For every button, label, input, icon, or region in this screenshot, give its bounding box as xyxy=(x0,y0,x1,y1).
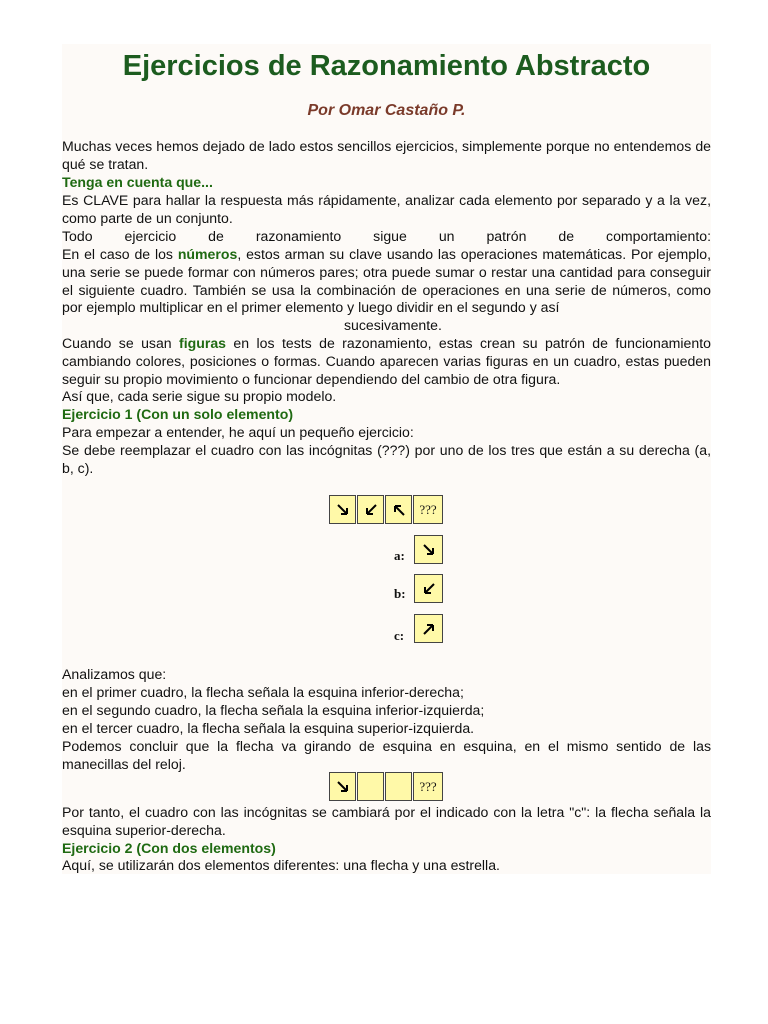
arrow-up-left-icon xyxy=(391,502,407,518)
exercise-1-task: Se debe reemplazar el cuadro con las incógnitas (???) por uno de los tres que están a su derecha (a, b, c). xyxy=(62,442,711,476)
option-c-box xyxy=(414,614,443,643)
figures-paragraph xyxy=(62,335,711,388)
author-byline: Por Omar Castaño P. xyxy=(307,102,466,119)
numbers-pre: En el caso de los xyxy=(62,246,178,262)
unknown-box: ??? xyxy=(413,495,443,524)
analysis-line-1: Analizamos que: xyxy=(62,666,167,682)
arrow-up-right-icon xyxy=(421,621,437,637)
figures-post: en los tests de razonamiento, estas crean su patrón de funcionamiento cambiando colores, posiciones o formas. Cuando aparecen varias figuras en un cuadro, estas pueden seguir su propio movimiento o funcionar dependiendo del cambio de otra figura. xyxy=(62,335,711,387)
exercise-1-heading: Ejercicio 1 (Con un solo elemento) xyxy=(62,406,294,422)
numbers-keyword: números xyxy=(177,246,238,262)
figures-keyword: figuras xyxy=(179,335,227,351)
figures-pre: Cuando se usan xyxy=(62,335,180,351)
intro-paragraph: Muchas veces hemos dejado de lado estos sencillos ejercicios, simplemente porque no entendemos de qué se tratan. xyxy=(62,138,711,172)
conclusion-paragraph: Podemos concluir que la flecha va girando de esquina en esquina, en el mismo sentido de las manecillas del reloj. xyxy=(62,738,711,772)
arrow-down-right-icon xyxy=(421,542,437,558)
numbers-paragraph xyxy=(62,246,711,317)
option-b-box xyxy=(414,574,443,603)
sequence-box-3 xyxy=(385,495,412,524)
solution-unknown-box: ??? xyxy=(413,772,443,801)
arrow-down-right-icon xyxy=(335,502,351,518)
arrow-down-left-icon xyxy=(363,502,379,518)
page-title: Ejercicios de Razonamiento Abstracto xyxy=(122,50,651,82)
sequence-box-1 xyxy=(329,495,356,524)
analysis-line-3: en el segundo cuadro, la flecha señala la esquina inferior-izquierda; xyxy=(62,702,485,718)
exercise-1-intro: Para empezar a entender, he aquí un pequeño ejercicio: xyxy=(62,424,414,440)
tip-heading: Tenga en cuenta que... xyxy=(62,174,213,190)
analysis-line-2: en el primer cuadro, la flecha señala la esquina inferior-derecha; xyxy=(62,684,464,700)
analysis-line-4: en el tercer cuadro, la flecha señala la esquina superior-izquierda. xyxy=(62,720,475,736)
numbers-end: sucesivamente. xyxy=(344,317,442,333)
answer-paragraph: Por tanto, el cuadro con las incógnitas se cambiará por el indicado con la letra "c": la flecha señala la esquina superior-derecha. xyxy=(62,804,711,838)
arrow-down-left-icon xyxy=(421,581,437,597)
solution-box-2 xyxy=(357,772,384,801)
series-line: Así que, cada serie sigue su propio modelo. xyxy=(62,388,337,404)
document-page xyxy=(62,44,711,874)
solution-box-3 xyxy=(385,772,412,801)
pattern-line: Todo ejercicio de razonamiento sigue un patrón de comportamiento: xyxy=(62,228,711,244)
exercise-2-intro: Aquí, se utilizarán dos elementos diferentes: una flecha y una estrella. xyxy=(62,857,500,873)
option-a-label: a: xyxy=(394,548,405,563)
option-a-box xyxy=(414,535,443,564)
option-b-label: b: xyxy=(394,586,406,601)
exercise-2-heading: Ejercicio 2 (Con dos elementos) xyxy=(62,840,276,856)
numbers-post: , estos arman su clave usando las operaciones matemáticas. Por ejemplo, una serie se puede formar con números pares; otra puede sumar o restar una cantidad para conseguir el siguiente cuadro. También se usa la combinación de operaciones en una serie de números, como por ejemplo multiplicar en el primer elemento y luego dividir en el segundo y así xyxy=(62,246,712,316)
solution-box-1 xyxy=(329,772,356,801)
option-c-label: c: xyxy=(394,628,405,643)
tip-paragraph: Es CLAVE para hallar la respuesta más rápidamente, analizar cada elemento por separado y a la vez, como parte de un conjunto. xyxy=(62,192,711,226)
arrow-down-right-icon xyxy=(335,779,351,795)
sequence-box-2 xyxy=(357,495,384,524)
